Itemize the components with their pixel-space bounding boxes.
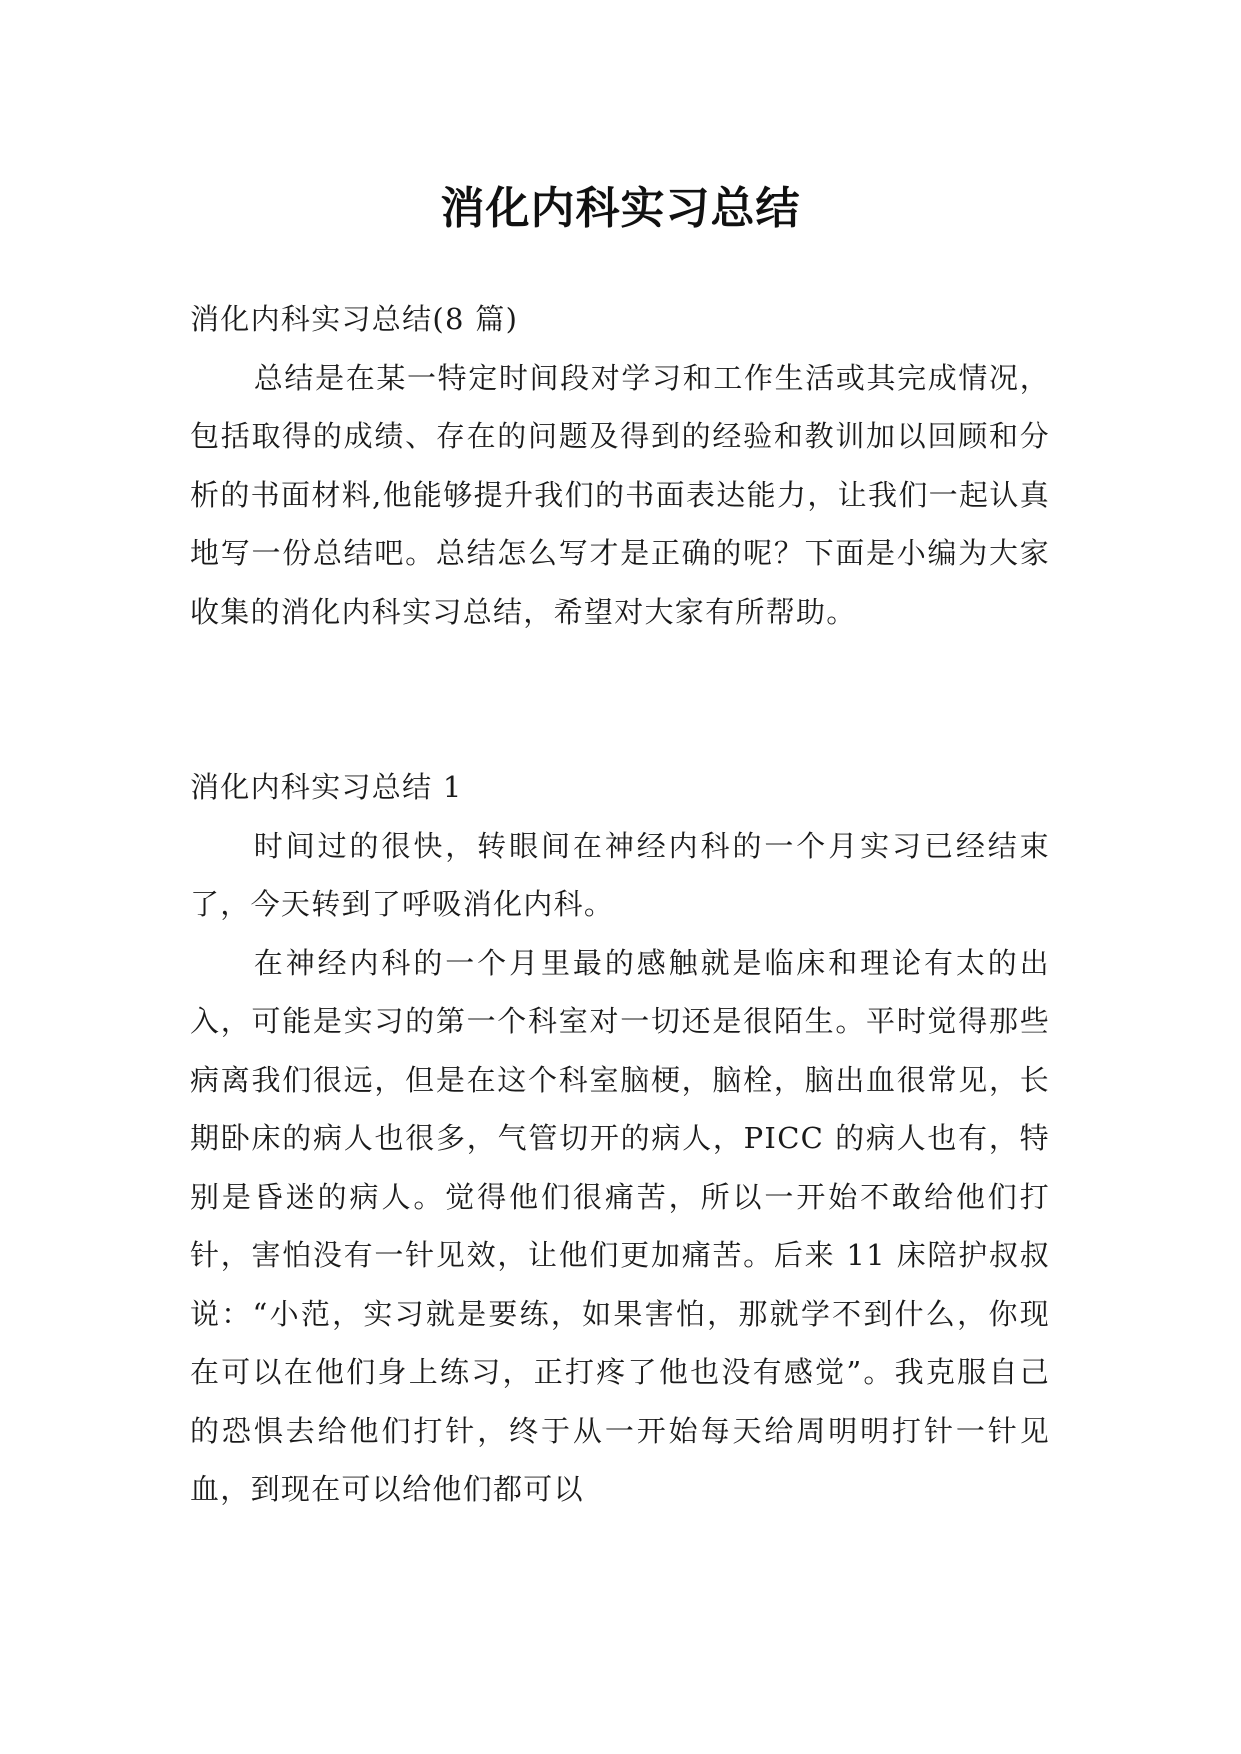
- document-title: 消化内科实习总结: [440, 183, 801, 235]
- intro-paragraph: 总结是在某一特定时间段对学习和工作生活或其完成情况，包括取得的成绩、存在的问题及得到的经验和教训加以回顾和分析的书面材料,他能够提升我们的书面表达能力，让我们一起认真地写一份总结吧。总结怎么写才是正确的呢？下面是小编为大家收集的消化内科实习总结，希望对大家有所帮助。: [190, 360, 1050, 629]
- section-paragraph-1: 时间过的很快，转眼间在神经内科的一个月实习已经结束了，今天转到了呼吸消化内科。: [190, 828, 1050, 921]
- section-paragraph-2: 在神经内科的一个月里最的感触就是临床和理论有太的出入，可能是实习的第一个科室对一切还是很陌生。平时觉得那些病离我们很远，但是在这个科室脑梗，脑栓，脑出血很常见，长期卧床的病人也很多，气管切开的病人，PICC 的病人也有，特别是昏迷的病人。觉得他们很痛苦，所以一开始不敢给他们打针，害怕没有一针见效，让他们更加痛苦。后来 11 床陪护叔叔说：“小范，实习就是要练，如果害怕，那就学不到什么，你现在可以在他们身上练习，正打疼了他也没有感觉”。我克服自己的恐惧去给他们打针，终于从一开始每天给周明明打针一针见血，到现在可以给他们都可以: [190, 945, 1050, 1506]
- document-body: [190, 290, 1050, 1519]
- section-heading: 消化内科实习总结 1: [190, 770, 463, 804]
- section-spacer: [190, 641, 1050, 758]
- collection-subtitle: 消化内科实习总结(8 篇): [190, 302, 519, 336]
